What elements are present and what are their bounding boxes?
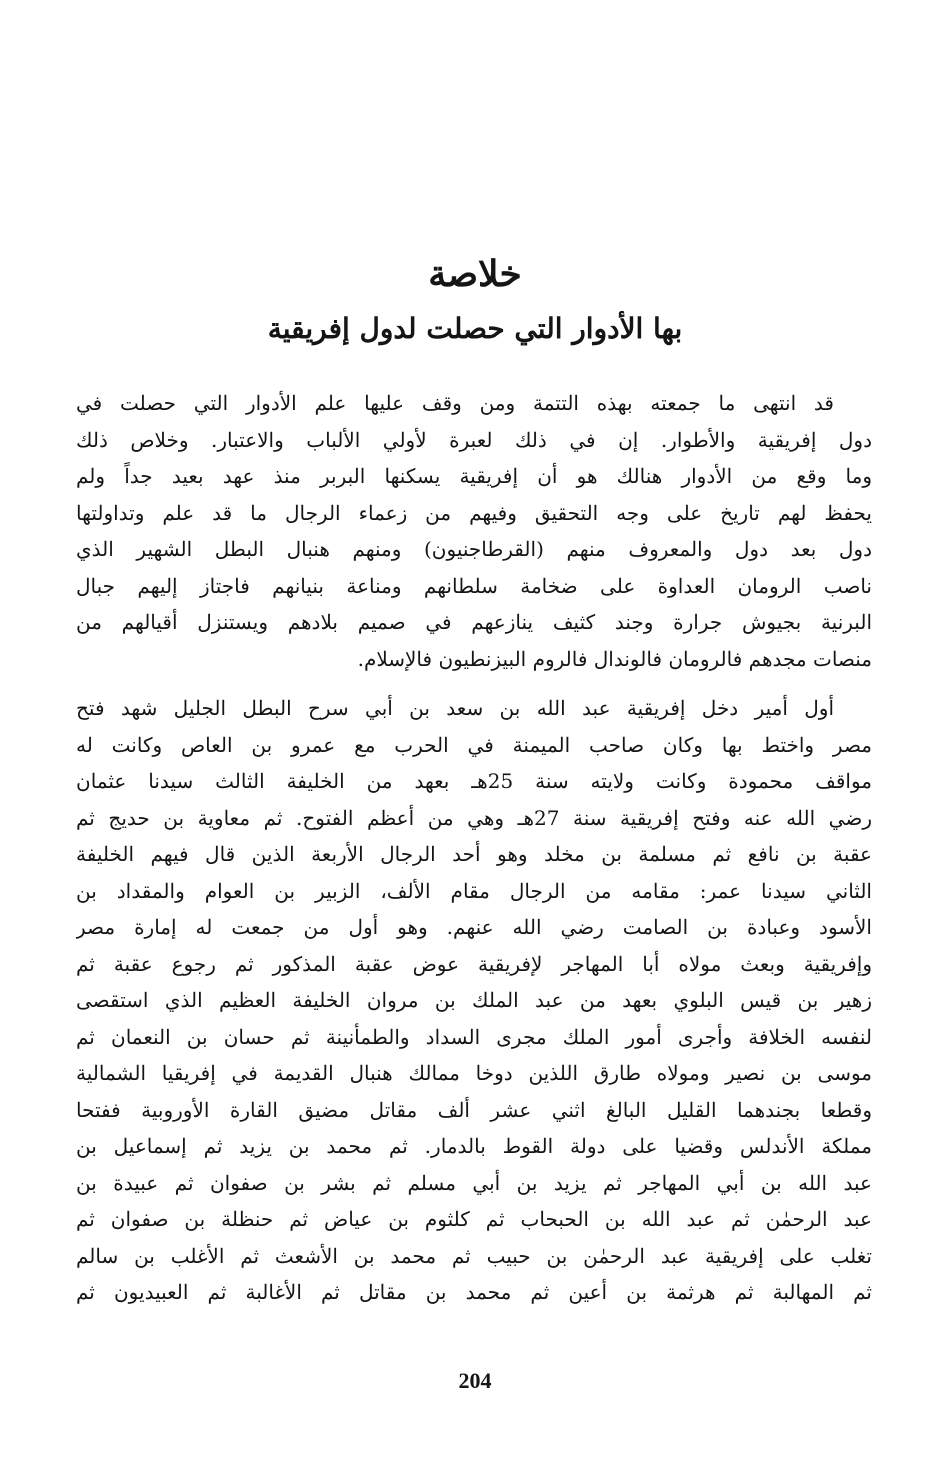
text-line: رضي الله عنه وفتح إفريقية سنة 27هـ وهي من أعظم الفتوح. ثم معاوية بن حديج ثم: [76, 805, 872, 830]
text-line: مملكة الأندلس وقضيا على دولة القوط بالدمار. ثم محمد بن يزيد ثم إسماعيل بن: [76, 1134, 872, 1158]
text-line: البرنية بجيوش جرارة وجند كثيف ينازعهم في صميم بلادهم ويستنزل أقيالهم من: [76, 610, 872, 634]
text-line: وما وقع من الأدوار هنالك هو أن إفريقية يسكنها البربر منذ عهد بعيد جداً ولم: [76, 464, 872, 488]
text-line: يحفظ لهم تاريخ على وجه التحقيق وفيهم من زعماء الرجال ما قد علم وتداولتها: [76, 500, 872, 525]
text-line: وإفريقية وبعث مولاه أبا المهاجر لإفريقية عوض عقبة المذكور ثم رجوع عقبة ثم: [76, 951, 872, 976]
page-number: 204: [458, 1368, 492, 1393]
text-line: وقطعا بجندهما القليل البالغ اثني عشر ألف مقاتل مضيق القارة الأوروبية ففتحا: [76, 1097, 872, 1122]
text-line: عقبة بن نافع ثم مسلمة بن مخلد وهو أحد الرجال الأربعة الذين قال فيهم الخليفة: [76, 842, 872, 866]
body-text: [76, 385, 872, 1311]
page-title: خلاصة: [428, 253, 522, 295]
text-line: منصات مجدهم فالرومان فالوندال فالروم البيزنطيون فالإسلام.: [357, 646, 872, 671]
text-line: دول بعد دول والمعروف منهم (القرطاجنيون) ومنهم هنبال البطل الشهير الذي: [76, 537, 872, 561]
text-line: الأسود وعبادة بن الصامت رضي الله عنهم. وهو أول من جمعت له إمارة مصر: [76, 915, 872, 939]
text-line: ثم المهالبة ثم هرثمة بن أعين ثم محمد بن مقاتل ثم الأغالبة ثم العبيديون ثم: [76, 1280, 872, 1304]
text-line: قد انتهى ما جمعته بهذه التتمة ومن وقف عليها علم الأدوار التي حصلت في: [76, 391, 834, 415]
text-line: مصر واختط بها وكان صاحب الميمنة في الحرب مع عمرو بن العاص وكانت له: [76, 732, 872, 757]
text-line: عبد الرحمٰن ثم عبد الله بن الحبحاب ثم كلثوم بن عياض ثم حنظلة بن صفوان ثم: [76, 1207, 872, 1231]
paragraph-1: [76, 385, 872, 677]
text-line: لنفسه الخلافة وأجرى أمور الملك مجرى السداد والطمأنينة ثم حسان بن النعمان ثم: [76, 1024, 872, 1049]
text-line: دول إفريقية والأطوار. إن في ذلك لعبرة لأولي الألباب والاعتبار. وخلاص ذلك: [76, 427, 872, 452]
text-line: الثاني سيدنا عمر: مقامه من الرجال مقام الألف، الزبير بن العوام والمقداد بن: [76, 878, 872, 903]
paragraph-2: [76, 690, 872, 1311]
text-line: تغلب على إفريقية عبد الرحمٰن بن حبيب ثم محمد بن الأشعث ثم الأغلب بن سالم: [76, 1243, 872, 1268]
text-line: زهير بن قيس البلوي بعهد من عبد الملك بن مروان الخليفة العظيم الذي استقصى: [76, 988, 872, 1012]
text-line: ناصب الرومان العداوة على ضخامة سلطانهم ومناعة بنيانهم فاجتاز إليهم جبال: [76, 573, 872, 598]
text-line: موسى بن نصير ومولاه طارق اللذين دوخا ممالك هنبال القديمة في إفريقيا الشمالية: [76, 1061, 872, 1085]
text-line: مواقف محمودة وكانت ولايته سنة 25هـ بعهد من الخليفة الثالث سيدنا عثمان: [76, 769, 872, 793]
text-line: عبد الله بن أبي المهاجر ثم يزيد بن أبي مسلم ثم بشر بن صفوان ثم عبيدة بن: [76, 1170, 872, 1195]
page-subtitle: بها الأدوار التي حصلت لدول إفريقية: [267, 312, 683, 345]
text-line: أول أمير دخل إفريقية عبد الله بن سعد بن أبي سرح البطل الجليل شهد فتح: [76, 696, 834, 720]
